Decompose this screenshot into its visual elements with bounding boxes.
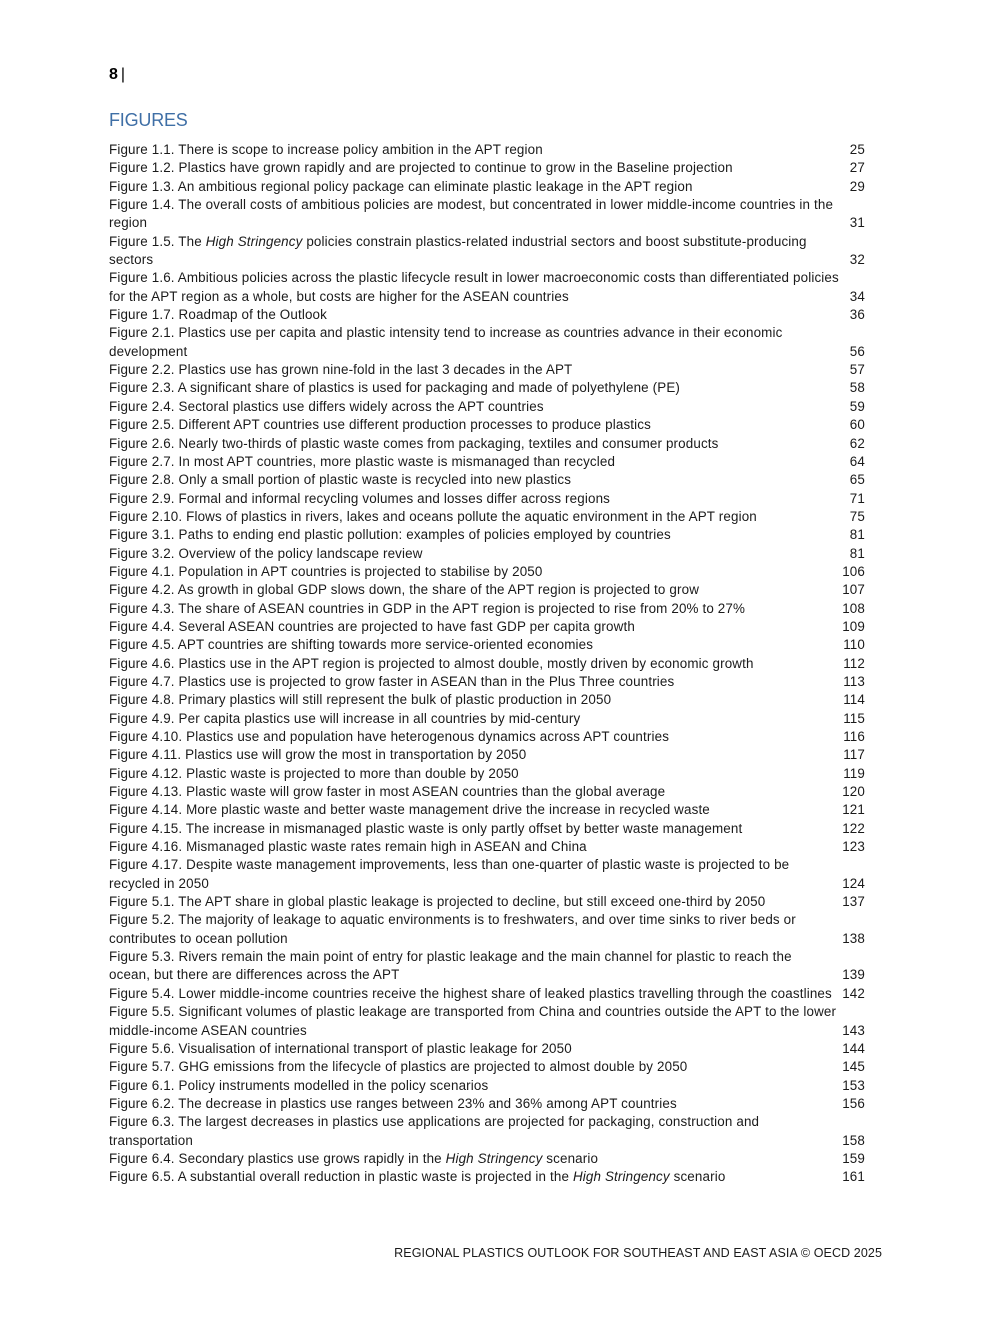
figure-entry-page: 34	[849, 288, 865, 304]
figure-entry-page: 57	[849, 362, 865, 378]
figure-entry[interactable]	[109, 600, 865, 618]
figure-entry[interactable]	[109, 563, 865, 581]
figure-entry-page: 113	[843, 673, 865, 689]
figure-entry[interactable]	[109, 710, 865, 728]
figure-entry-title: Figure 4.3. The share of ASEAN countries in GDP in the APT region is projected to rise from 20% to 27%	[109, 600, 746, 616]
figure-entry[interactable]	[109, 838, 865, 856]
figure-entry-title: Figure 1.6. Ambitious policies across the plastic lifecycle result in lower macroeconomic costs than differentiated policies for the APT region as a whole, but costs are higher for the ASEAN countries	[109, 270, 839, 304]
figure-entry-title: Figure 2.8. Only a small portion of plastic waste is recycled into new plastics	[109, 472, 572, 488]
figure-entry[interactable]	[109, 1150, 865, 1168]
figure-entry[interactable]	[109, 159, 865, 177]
figure-entry-title: Figure 4.12. Plastic waste is projected to more than double by 2050	[109, 765, 519, 781]
figure-entry-page: 116	[843, 729, 865, 744]
figure-entry-title: Figure 5.2. The majority of leakage to aquatic environments is to freshwaters, and over time sinks to river beds or contributes to ocean pollution	[109, 912, 796, 946]
figure-entry[interactable]	[109, 306, 865, 324]
figure-entry-title: Figure 1.3. An ambitious regional policy package can eliminate plastic leakage in the APT region	[109, 178, 693, 194]
figure-entry[interactable]	[109, 691, 865, 709]
figure-entry-page: 75	[849, 508, 865, 524]
figure-entry[interactable]	[109, 893, 865, 911]
figure-entry[interactable]	[109, 490, 865, 508]
figure-entry-page: 60	[849, 417, 865, 433]
figure-entry-page: 124	[842, 875, 865, 891]
figure-entry-title-emphasis: High Stringency	[205, 233, 303, 249]
figure-entry-page: 139	[842, 967, 865, 983]
figure-entry-title: Figure 2.5. Different APT countries use different production processes to produce plastics	[109, 417, 651, 433]
figure-entry-title: Figure 1.4. The overall costs of ambitious policies are modest, but concentrated in lower middle-income countries in the region	[109, 197, 834, 231]
figure-entry-title: Figure 4.2. As growth in global GDP slows down, the share of the APT region is projected to grow	[109, 582, 700, 598]
figure-entry-title: Figure 6.3. The largest decreases in plastics use applications are projected for packaging, construction and transportation	[109, 1114, 760, 1148]
figure-entry-page: 123	[842, 839, 865, 855]
figure-entry-page: 31	[849, 215, 865, 231]
figure-entry-page: 64	[849, 453, 865, 469]
figure-entry-page: 117	[843, 747, 865, 763]
figure-entry-title: Figure 2.6. Nearly two-thirds of plastic waste comes from packaging, textiles and consumer products	[109, 435, 719, 451]
figure-entry-page: 159	[842, 1150, 865, 1166]
figure-entry[interactable]	[109, 1040, 865, 1058]
figure-entry-page: 143	[842, 1022, 865, 1038]
figure-entry-title: Figure 1.1. There is scope to increase policy ambition in the APT region	[109, 142, 543, 157]
figure-entry[interactable]	[109, 196, 865, 233]
figure-entry-title: Figure 3.2. Overview of the policy landscape review	[109, 545, 423, 561]
figure-entry-page: 109	[842, 618, 865, 634]
figure-entry-page: 81	[849, 527, 865, 543]
figure-entry[interactable]	[109, 856, 865, 893]
figure-entry[interactable]	[109, 985, 865, 1003]
figure-entry[interactable]	[109, 581, 865, 599]
figure-entry-title-part: scenario	[669, 1169, 726, 1185]
figure-entry-title: Figure 4.5. APT countries are shifting towards more service-oriented economies	[109, 637, 594, 653]
figure-entry[interactable]	[109, 765, 865, 783]
figure-entry[interactable]	[109, 728, 865, 746]
figure-entry[interactable]	[109, 1168, 865, 1186]
figure-entry-title: Figure 4.4. Several ASEAN countries are projected to have fast GDP per capita growth	[109, 618, 635, 634]
figure-entry-title: Figure 2.7. In most APT countries, more plastic waste is mismanaged than recycled	[109, 453, 616, 469]
figure-entry[interactable]	[109, 911, 865, 948]
figure-entry[interactable]	[109, 1113, 865, 1150]
figure-entry-title: Figure 4.16. Mismanaged plastic waste rates remain high in ASEAN and China	[109, 839, 587, 855]
figure-entry[interactable]	[109, 379, 865, 397]
figure-entry[interactable]	[109, 636, 865, 654]
figure-entry-title: Figure 3.1. Paths to ending end plastic pollution: examples of policies employed by countries	[109, 527, 671, 543]
figures-list	[109, 141, 865, 1187]
figure-entry-page: 107	[842, 582, 865, 598]
figure-entry-title-part: policies constrain plastics-related industrial sectors and boost substitute-producing sectors	[109, 233, 807, 268]
figure-entry-title: Figure 6.1. Policy instruments modelled in the policy scenarios	[109, 1077, 489, 1093]
figure-entry[interactable]	[109, 746, 865, 764]
figure-entry-page: 59	[849, 398, 865, 414]
figure-entry[interactable]	[109, 948, 865, 985]
figure-entry-page: 56	[849, 343, 865, 359]
figure-entry[interactable]	[109, 783, 865, 801]
figure-entry-title	[109, 1168, 842, 1186]
figure-entry-page: 108	[842, 600, 865, 616]
figure-entry-title: Figure 5.5. Significant volumes of plastic leakage are transported from China and countries outside the APT to the lower middle-income ASEAN countries	[109, 1004, 837, 1038]
figure-entry-title: Figure 5.3. Rivers remain the main point of entry for plastic leakage and the main channel for plastic to reach the ocean, but there are differences across the APT	[109, 949, 792, 983]
figure-entry-title-emphasis: High Stringency	[445, 1150, 543, 1166]
figure-entry-title: Figure 5.1. The APT share in global plastic leakage is projected to decline, but still exceed one-third by 2050	[109, 894, 766, 910]
figure-entry[interactable]	[109, 1077, 865, 1095]
page-number-value: 8	[109, 66, 118, 83]
figure-entry-page: 58	[849, 380, 865, 396]
figure-entry-title: Figure 4.9. Per capita plastics use will increase in all countries by mid-century	[109, 710, 581, 726]
figure-entry-title-part: Figure 6.4. Secondary plastics use grows rapidly in the	[109, 1150, 446, 1166]
figure-entry-page: 29	[849, 178, 865, 194]
figure-entry-title: Figure 1.2. Plastics have grown rapidly and are projected to continue to grow in the Baseline projection	[109, 160, 733, 176]
figure-entry-title: Figure 5.7. GHG emissions from the lifecycle of plastics are projected to almost double by 2050	[109, 1059, 688, 1075]
figure-entry[interactable]	[109, 435, 865, 453]
figure-entry-title: Figure 4.11. Plastics use will grow the most in transportation by 2050	[109, 747, 527, 763]
figure-entry-page: 161	[842, 1169, 865, 1185]
figure-entry-page: 153	[842, 1077, 865, 1093]
figure-entry-title: Figure 4.7. Plastics use is projected to grow faster in ASEAN than in the Plus Three countries	[109, 673, 675, 689]
figure-entry-title: Figure 2.4. Sectoral plastics use differs widely across the APT countries	[109, 398, 544, 414]
figure-entry-title-emphasis: High Stringency	[572, 1169, 670, 1185]
figure-entry[interactable]	[109, 471, 865, 489]
figure-entry-page: 137	[842, 894, 865, 910]
figure-entry-title: Figure 5.4. Lower middle-income countries receive the highest share of leaked plastics travelling through the coastlines	[109, 985, 832, 1001]
figure-entry-page: 119	[843, 765, 865, 781]
figure-entry[interactable]	[109, 673, 865, 691]
figure-entry-page: 122	[842, 820, 865, 836]
figure-entry[interactable]	[109, 141, 865, 159]
figure-entry-title: Figure 2.3. A significant share of plastics is used for packaging and made of polyethylene (PE)	[109, 380, 681, 396]
figure-entry-title: Figure 1.7. Roadmap of the Outlook	[109, 307, 327, 323]
figure-entry-page: 110	[843, 637, 865, 653]
figure-entry[interactable]	[109, 361, 865, 379]
figure-entry[interactable]	[109, 269, 865, 306]
figure-entry[interactable]	[109, 508, 865, 526]
figure-entry-page: 106	[842, 563, 865, 579]
figure-entry[interactable]	[109, 178, 865, 196]
figure-entry-page: 36	[849, 307, 865, 323]
figure-entry[interactable]	[109, 1003, 865, 1040]
figure-entry-title: Figure 4.13. Plastic waste will grow faster in most ASEAN countries than the global average	[109, 784, 666, 800]
figure-entry-page: 138	[842, 930, 865, 946]
figure-entry-page: 144	[842, 1040, 865, 1056]
page-footer: REGIONAL PLASTICS OUTLOOK FOR SOUTHEAST AND EAST ASIA © OECD 2025	[394, 1246, 882, 1260]
figure-entry-title-part: scenario	[542, 1150, 599, 1166]
figure-entry-title: Figure 4.6. Plastics use in the APT region is projected to almost double, mostly driven by economic growth	[109, 655, 754, 671]
figure-entry[interactable]	[109, 820, 865, 838]
figure-entry-title: Figure 4.10. Plastics use and population have heterogenous dynamics across APT countries	[109, 729, 670, 744]
figure-entry-title: Figure 4.1. Population in APT countries is projected to stabilise by 2050	[109, 563, 543, 579]
figure-entry[interactable]	[109, 1058, 865, 1076]
figure-entry-page: 81	[849, 545, 865, 561]
figure-entry[interactable]	[109, 618, 865, 636]
page-number-separator: |	[120, 66, 126, 83]
figure-entry-title-part: Figure 6.5. A substantial overall reduction in plastic waste is projected in the	[109, 1169, 573, 1185]
figure-entry-title: Figure 5.6. Visualisation of international transport of plastic leakage for 2050	[109, 1040, 572, 1056]
figure-entry-title: Figure 2.2. Plastics use has grown nine-fold in the last 3 decades in the APT	[109, 362, 573, 378]
figure-entry-page: 114	[843, 692, 865, 708]
figure-entry-page: 142	[842, 985, 865, 1001]
figure-entry-page: 145	[842, 1059, 865, 1075]
figure-entry-title: Figure 4.8. Primary plastics will still represent the bulk of plastic production in 2050	[109, 692, 612, 708]
figure-entry-title: Figure 4.15. The increase in mismanaged plastic waste is only partly offset by better waste management	[109, 820, 743, 836]
figure-entry[interactable]	[109, 453, 865, 471]
figure-entry-page: 121	[842, 802, 865, 818]
figure-entry-title: Figure 2.1. Plastics use per capita and plastic intensity tend to increase as countries advance in their economic development	[109, 325, 783, 359]
figure-entry-title: Figure 4.14. More plastic waste and better waste management drive the increase in recycled waste	[109, 802, 710, 818]
figure-entry-title: Figure 2.9. Formal and informal recycling volumes and losses differ across regions	[109, 490, 611, 506]
figure-entry-page: 32	[849, 252, 865, 268]
figure-entry-page: 156	[842, 1095, 865, 1111]
figure-entry-page: 25	[849, 142, 865, 157]
figure-entry-page: 27	[849, 160, 865, 176]
figure-entry-title-part: Figure 1.5. The	[109, 233, 206, 249]
section-title: FIGURES	[109, 110, 188, 130]
figure-entry-title: Figure 4.17. Despite waste management improvements, less than one-quarter of plastic waste is projected to be recycled in 2050	[109, 857, 790, 891]
figure-entry-title	[109, 1150, 842, 1168]
figure-entry-page: 158	[842, 1132, 865, 1148]
figure-entry[interactable]	[109, 526, 865, 544]
figure-entry-page: 120	[842, 784, 865, 800]
figure-entry[interactable]	[109, 655, 865, 673]
figure-entry-page: 71	[849, 490, 865, 506]
figure-entry-page: 62	[849, 435, 865, 451]
figure-entry[interactable]	[109, 801, 865, 819]
figure-entry-title: Figure 2.10. Flows of plastics in rivers, lakes and oceans pollute the aquatic environment in the APT region	[109, 508, 757, 524]
figure-entry[interactable]	[109, 416, 865, 434]
figure-entry[interactable]	[109, 545, 865, 563]
figure-entry-title: Figure 6.2. The decrease in plastics use ranges between 23% and 36% among APT countries	[109, 1095, 677, 1111]
figure-entry-page: 112	[843, 655, 865, 671]
figure-entry-title	[109, 233, 847, 270]
figure-entry[interactable]	[109, 233, 865, 270]
figure-entry-page: 65	[849, 472, 865, 488]
figure-entry-page: 115	[843, 710, 865, 726]
figure-entry[interactable]	[109, 1095, 865, 1113]
page-number	[109, 66, 125, 84]
figure-entry[interactable]	[109, 398, 865, 416]
figure-entry[interactable]	[109, 324, 865, 361]
